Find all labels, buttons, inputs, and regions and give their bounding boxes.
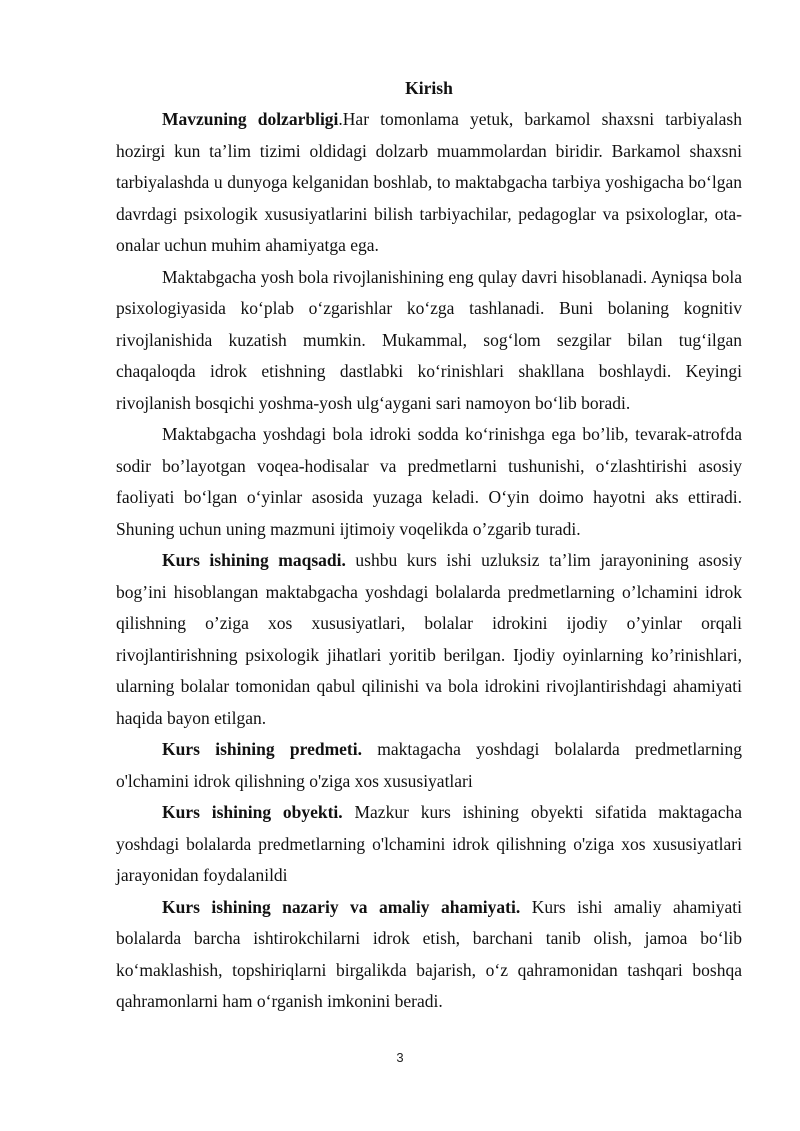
paragraph-text: ushbu kurs ishi uzluksiz ta’lim jarayonining asosiy bog’ini hisoblangan maktabgacha yoshdagi bolalarda predmetlarning o’lchamini idrok qilishning o’ziga xos xususiyatlari, bolalar idrokini ijodiy o’yinlar orqali rivojlantirishning psixologik jihatlari yoritib berilgan. Ijodiy oyinlarning ko’rinishlari, ularning bolalar tomonidan qabul qilinishi va bola idrokini rivojlantirishdagi ahamiyati haqida bayon etilgan.: [116, 550, 743, 728]
section-title: Kirish: [405, 78, 453, 98]
paragraph-subject: [116, 734, 742, 797]
paragraph-text: maktagacha yoshdagi bolalarda predmetlarning o'lchamini idrok qilishning o'ziga xos xususiyatlari: [116, 739, 742, 791]
paragraph-relevance: [116, 104, 742, 262]
paragraph-text: .Har tomonlama yetuk, barkamol shaxsni tarbiyalash hozirgi kun ta’lim tizimi oldidagi dolzarb muammolardan biridir. Barkamol shaxsni tarbiyalashda u dunyoga kelganidan boshlab, to maktabgacha tarbiya yoshigacha bo‘lgan davrdagi psixologik xususiyatlarini bilish tarbiyachilar, pedagoglar va psixologlar, ota-onalar uchun muhim ahamiyatga ega.: [116, 109, 742, 255]
page-number: 3: [396, 1050, 404, 1065]
paragraph-heading: Kurs ishining predmeti.: [162, 739, 362, 759]
paragraph-text: Kurs ishi amaliy ahamiyati bolalarda barcha ishtirokchilarni idrok etish, barchani tanib olish, jamoa bo‘lib ko‘maklashish, topshiriqlarni birgalikda bajarish, o‘z qahramonidan tashqari boshqa qahramonlarni ham o‘rganish imkonini beradi.: [116, 896, 742, 1011]
paragraph-preschool-perception: [116, 419, 742, 545]
paragraph-heading: Kurs ishining obyekti.: [162, 802, 343, 822]
paragraph-heading: Kurs ishining maqsadi.: [162, 550, 346, 570]
paragraph-heading: Kurs ishining nazariy va amaliy ahamiyati.: [162, 896, 521, 917]
document-page: [116, 70, 742, 1018]
paragraph-text: Maktabgacha yosh bola rivojlanishining eng qulay davri hisoblanadi. Ayniqsa bola psixologiyasida ko‘plab o‘zgarishlar ko‘zga tashlanadi. Buni bolaning kognitiv rivojlanishida kuzatish mumkin. Mukammal, sog‘lom sezgilar bilan tug‘ilgan chaqaloqda idrok etishning dastlabki ko‘rinishlari shakllana boshlaydi. Keyingi rivojlanish bosqichi yoshma-yosh ulg‘aygani sari namoyon bo‘lib boradi.: [116, 266, 742, 413]
paragraph-significance: [116, 892, 742, 1018]
paragraph-object: [116, 797, 742, 892]
paragraph-preschool-development: [116, 262, 742, 420]
paragraph-heading: Mavzuning dolzarbligi: [162, 109, 339, 129]
paragraph-text: Maktabgacha yoshdagi bola idroki sodda ko‘rinishga ega bo’lib, tevarak-atrofda sodir bo’layotgan voqea-hodisalar va predmetlarni tushunishi, o‘zlashtirishi asosiy faoliyati bo‘lgan o‘yinlar asosida yuzaga keladi. O‘yin doimo hayotni aks ettiradi. Shuning uchun uning mazmuni ijtimoiy voqelikda o’zgarib turadi.: [116, 424, 742, 539]
paragraph-goal: [116, 545, 742, 734]
paragraph-text: Mazkur kurs ishining obyekti sifatida maktagacha yoshdagi bolalarda predmetlarning o'lchamini idrok qilishning o'ziga xos xususiyatlari jarayonidan foydalanildi: [116, 802, 742, 885]
